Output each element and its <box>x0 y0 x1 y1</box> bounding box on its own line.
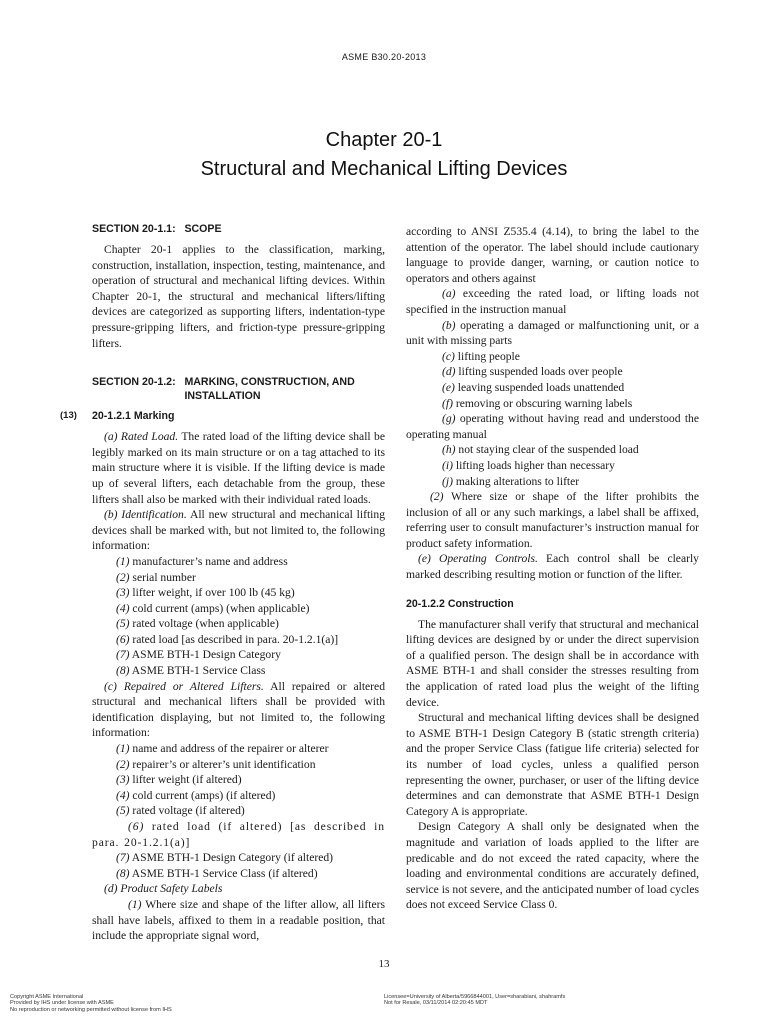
repaired-lifters-paragraph <box>92 679 385 741</box>
revision-mark: (13) <box>60 410 77 422</box>
item-text: removing or obscuring warning labels <box>452 396 633 410</box>
subsection-heading-construction: 20-1.2.2 Construction <box>406 597 514 610</box>
repaired-list <box>92 741 385 819</box>
item-text: ASME BTH-1 Design Category <box>129 648 281 662</box>
item-number: (6) <box>116 632 130 646</box>
item-number: (5) <box>116 804 130 818</box>
list-item <box>92 647 385 663</box>
footer-line: Copyright ASME International <box>10 994 84 1000</box>
chapter-title <box>0 126 768 184</box>
list-item <box>406 349 699 365</box>
item-text: operating without having read and understood the operating manual <box>406 412 699 441</box>
footer-left <box>10 994 172 1013</box>
chapter-name: Structural and Mechanical Lifting Devices <box>200 158 568 180</box>
operating-controls-paragraph <box>406 551 699 582</box>
item-number: (a) <box>442 287 456 301</box>
item-text: making alterations to lifter <box>452 474 580 488</box>
item-number: (4) <box>116 601 130 615</box>
design-category-a-paragraph: Design Category A shall only be designated when the magnitude and variation of loads applied to the lifter are predicable and do not exceed the rated capacity, where the loading and environmental conditions are accurately defined, service is not severe, and the anticipated number of load cycles does not exceed Service Class 0. <box>406 820 699 912</box>
list-item <box>92 570 385 586</box>
paragraph-label: (b) Identification. <box>104 508 187 522</box>
item-text: lifter weight (if altered) <box>129 773 242 787</box>
item-text: Where size or shape of the lifter prohibits the inclusion of all or any such markings, a label shall be affixed, referring user to consult manufacturer’s instruction manual for product safety information. <box>406 490 699 550</box>
left-column <box>60 222 385 944</box>
running-header: ASME B30.20-2013 <box>341 52 427 62</box>
item-number: (7) <box>116 851 130 865</box>
item-text: ASME BTH-1 Design Category (if altered) <box>129 851 334 865</box>
item-number: (2) <box>430 490 444 504</box>
list-item <box>406 286 699 317</box>
item-text: ASME BTH-1 Service Class (if altered) <box>129 866 318 880</box>
scope-paragraph: Chapter 20-1 applies to the classification, marking, construction, installation, inspection, testing, maintenance, and operation of structural and mechanical lifting devices. Within Chapter 20-1, the structural and mechanical lifters/lifting devices are categorized as supporting lifters, indentation-type pressure-gripping lifters, and friction-type pressure-gripping lifters. <box>92 243 385 350</box>
paragraph-text: The rated load of the lifting device shall be legibly marked on its main structure or on a tag attached to its main structure where it is visible. If the lifting device is made up of several lifters, each detachable from the group, these lifters shall also be marked with their individual rated loads. <box>92 430 385 506</box>
label-alternative-paragraph <box>406 489 699 551</box>
paragraph-label: (a) Rated Load. <box>104 430 179 444</box>
item-text: not staying clear of the suspended load <box>455 443 639 457</box>
item-number: (4) <box>116 788 130 802</box>
footer-line: No reproduction or networking permitted without license from IHS <box>10 1006 172 1013</box>
item-text: leaving suspended loads unattended <box>454 380 625 394</box>
item-number: (1) <box>116 554 130 568</box>
list-item <box>406 318 699 349</box>
section-heading-marking <box>92 375 385 403</box>
list-item <box>92 554 385 570</box>
item-text: rated load (if altered) [as described in para. 20-1.2.1(a)] <box>92 820 385 849</box>
list-item <box>92 616 385 632</box>
item-number: (g) <box>442 412 456 426</box>
identification-paragraph <box>92 507 385 554</box>
item-number: (d) <box>442 365 456 379</box>
paragraph-label: (d) Product Safety Labels <box>104 882 223 896</box>
list-item <box>92 788 385 804</box>
item-text: rated voltage (if altered) <box>129 804 245 818</box>
footer-line: Licensee=University of Alberta/5966844001, User=sharabiani, shahramfs <box>384 994 566 1000</box>
list-item <box>92 601 385 617</box>
item-text: lifting suspended loads over people <box>455 365 623 379</box>
footer-line: Provided by IHS under license with ASME <box>10 1000 114 1007</box>
list-item <box>92 772 385 788</box>
item-text: name and address of the repairer or alterer <box>129 742 329 756</box>
right-column <box>406 224 699 913</box>
list-item <box>92 585 385 601</box>
list-item <box>406 458 699 474</box>
item-number: (e) <box>442 380 455 394</box>
item-number: (3) <box>116 586 130 600</box>
item-number: (j) <box>442 474 453 488</box>
subsection-title: 20-1.2.1 Marking <box>92 410 175 423</box>
paragraph-text: All repaired or altered structural and mechanical lifters shall be provided with identification displaying, but not limited to, the following information: <box>92 679 385 740</box>
item-text: manufacturer’s name and address <box>129 554 288 568</box>
section-number: SECTION 20-1.1: <box>92 223 185 235</box>
item-text: repairer’s or alterer’s unit identification <box>129 757 316 771</box>
product-safety-paragraph <box>92 897 385 944</box>
item-text: rated load [as described in para. 20-1.2.1(a)] <box>129 632 339 646</box>
item-number: (2) <box>116 570 130 584</box>
item-text: Where size and shape of the lifter allow, all lifters shall have labels, affixed to them in a readable position, that include the appropriate signal word, <box>92 897 385 943</box>
list-item <box>92 819 385 850</box>
item-number: (3) <box>116 773 130 787</box>
item-number: (7) <box>116 648 130 662</box>
item-text: cold current (amps) (if altered) <box>129 788 276 802</box>
warning-list <box>406 286 699 489</box>
page-number: 13 <box>378 958 390 970</box>
repaired-list-continued <box>92 850 385 881</box>
footer-line: Not for Resale, 03/11/2014 02:20:45 MDT <box>384 1000 488 1007</box>
subsection-heading-marking <box>60 409 385 423</box>
list-item <box>406 364 699 380</box>
list-item <box>92 850 385 866</box>
list-item <box>92 803 385 819</box>
continued-paragraph: according to ANSI Z535.4 (4.14), to bring the label to the attention of the operator. The label should include cautionary language to provide danger, warning, or caution notice to operators and others against <box>406 225 699 285</box>
list-item <box>92 757 385 773</box>
item-number: (2) <box>116 757 130 771</box>
section-number: SECTION 20-1.2: <box>92 376 185 389</box>
item-number: (c) <box>442 349 455 363</box>
item-number: (i) <box>442 458 453 472</box>
item-number: (8) <box>116 664 130 678</box>
item-text: exceeding the rated load, or lifting loads not specified in the instruction manual <box>406 287 699 316</box>
item-text: operating a damaged or malfunctioning unit, or a unit with missing parts <box>406 318 699 348</box>
item-number: (1) <box>116 742 130 756</box>
list-item <box>406 474 699 490</box>
product-safety-labels-heading <box>92 881 385 897</box>
item-text: rated voltage (when applicable) <box>129 617 279 631</box>
item-number: (6) <box>128 820 145 833</box>
rated-load-paragraph <box>92 429 385 507</box>
item-text: ASME BTH-1 Service Class <box>129 664 266 678</box>
section-title: MARKING, CONSTRUCTION, AND INSTALLATION <box>184 376 355 403</box>
section-heading-scope <box>92 222 385 236</box>
paragraph-label: (e) Operating Controls. <box>418 552 538 566</box>
item-number: (h) <box>442 443 456 457</box>
item-text: lifting people <box>454 349 520 363</box>
identification-list <box>92 554 385 679</box>
item-text: serial number <box>129 570 196 584</box>
list-item <box>406 442 699 458</box>
item-text: lifting loads higher than necessary <box>452 458 615 472</box>
footer-right <box>384 994 565 1007</box>
chapter-number: Chapter 20-1 <box>325 129 443 151</box>
list-item <box>406 380 699 396</box>
construction-paragraph: The manufacturer shall verify that structural and mechanical lifting devices are designed by or under the direct supervision of a qualified person. The design shall be in accordance with ASME BTH-1 and shall consider the stresses resulting from the application of rated load plus the weight of the lifting device. <box>406 617 699 709</box>
item-number: (1) <box>128 897 142 911</box>
list-item <box>92 866 385 882</box>
list-item <box>406 411 699 442</box>
paragraph-text: Each control shall be clearly marked describing resulting motion or function of the lifter. <box>406 552 699 582</box>
section-title: SCOPE <box>184 223 222 235</box>
item-number: (8) <box>116 866 130 880</box>
item-text: lifter weight, if over 100 lb (45 kg) <box>129 586 295 600</box>
list-item <box>406 396 699 412</box>
paragraph-text: All new structural and mechanical lifting devices shall be marked with, but not limited to, the following information: <box>92 508 385 553</box>
item-number: (b) <box>442 318 456 332</box>
list-item <box>92 741 385 757</box>
design-category-paragraph: Structural and mechanical lifting devices shall be designed to ASME BTH-1 Design Category B (static strength criteria) and the proper Service Class (fatigue life criteria) selected for its number of load cycles, unless a qualified person representing the owner, purchaser, or user of the lifting device determines and can demonstrate that ASME BTH-1 Design Category A is appropriate. <box>406 711 699 818</box>
item-number: (f) <box>442 396 453 410</box>
paragraph-label: (c) Repaired or Altered Lifters. <box>104 679 264 693</box>
item-number: (5) <box>116 617 130 631</box>
list-item <box>92 663 385 679</box>
list-item <box>92 632 385 648</box>
item-text: cold current (amps) (when applicable) <box>129 601 310 615</box>
